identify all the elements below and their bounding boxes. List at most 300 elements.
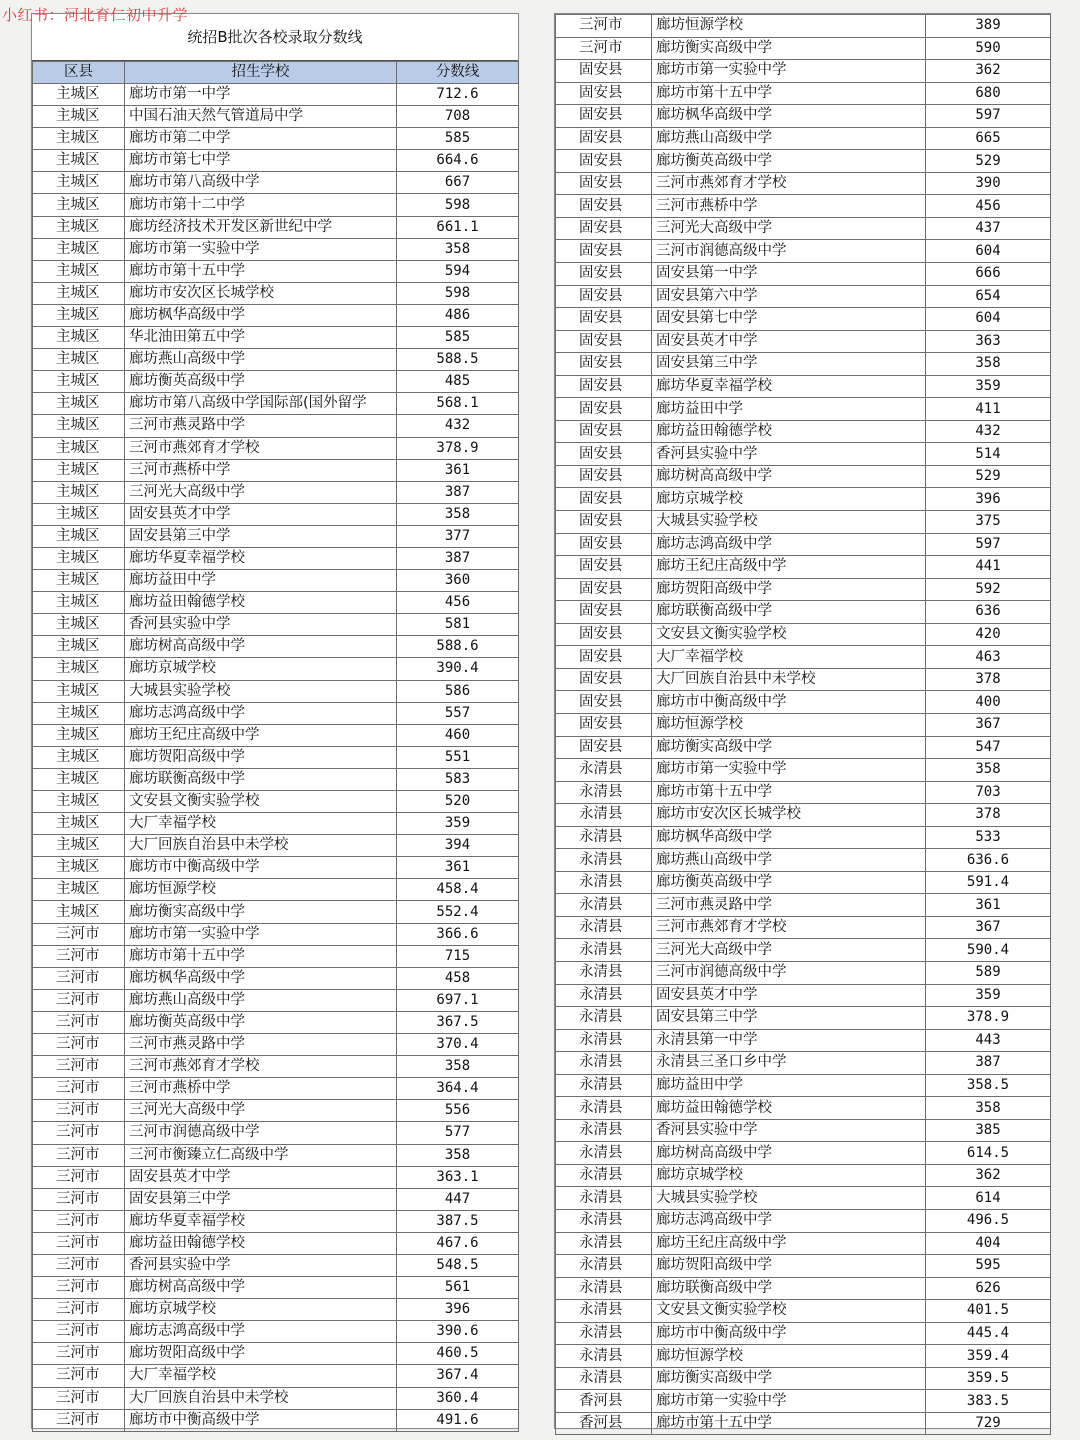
table-row (33, 1210, 519, 1232)
district-cell: 永清县 (556, 1007, 652, 1030)
table-row (556, 82, 1051, 105)
district-cell: 固安县 (556, 398, 652, 421)
table-row (33, 702, 519, 724)
district-cell: 永清县 (556, 1187, 652, 1210)
district-cell: 固安县 (556, 172, 652, 195)
table-row (33, 106, 519, 128)
school-cell: 三河市燕桥中学 (125, 459, 397, 481)
header-district: 区县 (33, 62, 125, 84)
table-row (33, 614, 519, 636)
score-cell: 362 (926, 1164, 1051, 1187)
district-cell: 固安县 (556, 127, 652, 150)
score-cell: 358.5 (926, 1074, 1051, 1097)
table-row (33, 1100, 519, 1122)
table-row (556, 488, 1051, 511)
score-cell: 590.4 (926, 939, 1051, 962)
score-cell: 387 (397, 481, 519, 503)
district-cell: 三河市 (33, 1166, 125, 1188)
table-row (556, 826, 1051, 849)
table-row (556, 1164, 1051, 1187)
school-cell: 廊坊益田翰德学校 (652, 1097, 926, 1120)
school-cell: 廊坊京城学校 (125, 658, 397, 680)
table-row (556, 420, 1051, 443)
district-cell: 三河市 (33, 1144, 125, 1166)
score-cell: 396 (397, 1299, 519, 1321)
score-cell: 533 (926, 826, 1051, 849)
score-cell: 592 (926, 578, 1051, 601)
district-cell: 香河县 (556, 1390, 652, 1413)
district-cell: 固安县 (556, 195, 652, 218)
district-cell: 永清县 (556, 1119, 652, 1142)
district-cell: 主城区 (33, 768, 125, 790)
table-row (33, 680, 519, 702)
score-cell: 378.9 (926, 1007, 1051, 1030)
school-cell: 廊坊枫华高级中学 (652, 826, 926, 849)
school-cell: 三河光大高级中学 (652, 217, 926, 240)
school-cell: 廊坊衡英高级中学 (125, 1011, 397, 1033)
school-cell: 固安县英才中学 (652, 984, 926, 1007)
score-cell: 661.1 (397, 216, 519, 238)
district-cell: 固安县 (556, 443, 652, 466)
table-row (33, 768, 519, 790)
table-row (33, 967, 519, 989)
school-cell: 廊坊市第十五中学 (125, 260, 397, 282)
district-cell: 三河市 (33, 1078, 125, 1100)
district-cell: 主城区 (33, 371, 125, 393)
score-cell: 360 (397, 570, 519, 592)
district-cell: 永清县 (556, 804, 652, 827)
table-row (556, 939, 1051, 962)
table-row (33, 282, 519, 304)
school-cell: 廊坊华夏幸福学校 (652, 375, 926, 398)
district-cell: 主城区 (33, 349, 125, 371)
table-row (33, 260, 519, 282)
school-cell: 固安县英才中学 (125, 1166, 397, 1188)
school-cell: 廊坊贺阳高级中学 (652, 578, 926, 601)
score-cell: 708 (397, 106, 519, 128)
school-cell: 廊坊市第十二中学 (125, 194, 397, 216)
school-cell: 三河光大高级中学 (125, 1100, 397, 1122)
district-cell: 三河市 (33, 967, 125, 989)
table-row (556, 691, 1051, 714)
table-row (556, 308, 1051, 331)
score-cell: 383.5 (926, 1390, 1051, 1413)
district-cell: 三河市 (33, 1277, 125, 1299)
table-row (556, 150, 1051, 173)
table-row (33, 1277, 519, 1299)
table-row (556, 623, 1051, 646)
score-cell: 556 (397, 1100, 519, 1122)
school-cell: 固安县第三中学 (652, 1007, 926, 1030)
table-row (556, 217, 1051, 240)
score-cell: 598 (397, 282, 519, 304)
district-cell: 固安县 (556, 556, 652, 579)
district-cell: 固安县 (556, 420, 652, 443)
table-body-left (33, 84, 519, 1432)
district-cell: 主城区 (33, 879, 125, 901)
table-row (556, 398, 1051, 421)
table-row (33, 1034, 519, 1056)
district-cell: 主城区 (33, 525, 125, 547)
district-cell: 主城区 (33, 84, 125, 106)
district-cell: 三河市 (33, 1321, 125, 1343)
score-cell: 590 (926, 37, 1051, 60)
school-cell: 廊坊恒源学校 (652, 1345, 926, 1368)
score-cell: 390 (926, 172, 1051, 195)
district-cell: 固安县 (556, 713, 652, 736)
school-cell: 三河市燕桥中学 (125, 1078, 397, 1100)
score-cell: 697.1 (397, 989, 519, 1011)
district-cell: 三河市 (33, 923, 125, 945)
table-row (556, 443, 1051, 466)
score-cell: 664.6 (397, 150, 519, 172)
score-cell: 394 (397, 835, 519, 857)
school-cell: 廊坊华夏幸福学校 (125, 547, 397, 569)
school-cell: 廊坊市第一实验中学 (652, 759, 926, 782)
school-cell: 大厂回族自治县中未学校 (652, 668, 926, 691)
table-row (33, 1321, 519, 1343)
score-cell: 585 (397, 327, 519, 349)
table-row (556, 105, 1051, 128)
table-row (33, 857, 519, 879)
school-cell: 廊坊市第一中学 (125, 84, 397, 106)
score-cell: 588.6 (397, 636, 519, 658)
school-cell: 大厂回族自治县中未学校 (125, 835, 397, 857)
table-body-right (556, 15, 1051, 1435)
score-cell: 420 (926, 623, 1051, 646)
table-row (33, 1078, 519, 1100)
district-cell: 三河市 (33, 1011, 125, 1033)
table-row (556, 15, 1051, 38)
table-row (33, 393, 519, 415)
table-row (33, 791, 519, 813)
score-cell: 401.5 (926, 1300, 1051, 1323)
table-row (556, 1187, 1051, 1210)
table-row (33, 525, 519, 547)
school-cell: 廊坊益田翰德学校 (125, 1232, 397, 1254)
score-cell: 529 (926, 465, 1051, 488)
district-cell: 永清县 (556, 759, 652, 782)
right-score-sheet (554, 13, 1051, 1432)
district-cell: 固安县 (556, 623, 652, 646)
district-cell: 固安县 (556, 150, 652, 173)
score-cell: 467.6 (397, 1232, 519, 1254)
table-row (556, 1277, 1051, 1300)
school-cell: 三河市衡臻立仁高级中学 (125, 1144, 397, 1166)
score-cell: 591.4 (926, 871, 1051, 894)
table-row (33, 1188, 519, 1210)
school-cell: 香河县实验中学 (652, 443, 926, 466)
score-cell: 715 (397, 945, 519, 967)
district-cell: 固安县 (556, 511, 652, 534)
table-row (556, 1142, 1051, 1165)
school-cell: 廊坊市第十五中学 (125, 945, 397, 967)
score-cell: 458 (397, 967, 519, 989)
score-cell: 387 (926, 1052, 1051, 1075)
table-row (33, 835, 519, 857)
score-cell: 359.5 (926, 1367, 1051, 1390)
school-cell: 固安县第七中学 (652, 308, 926, 331)
school-cell: 廊坊联衡高级中学 (652, 1277, 926, 1300)
table-row (556, 1322, 1051, 1345)
table-row (556, 1367, 1051, 1390)
table-row (33, 636, 519, 658)
score-cell: 361 (926, 894, 1051, 917)
school-cell: 廊坊益田中学 (652, 398, 926, 421)
school-cell: 三河光大高级中学 (125, 481, 397, 503)
school-cell: 三河市燕灵路中学 (652, 894, 926, 917)
district-cell: 主城区 (33, 547, 125, 569)
district-cell: 永清县 (556, 1074, 652, 1097)
district-cell: 主城区 (33, 194, 125, 216)
school-cell: 廊坊衡实高级中学 (652, 736, 926, 759)
district-cell: 固安县 (556, 308, 652, 331)
table-row (33, 327, 519, 349)
district-cell: 永清县 (556, 1300, 652, 1323)
table-row (33, 746, 519, 768)
district-cell: 主城区 (33, 437, 125, 459)
district-cell: 固安县 (556, 263, 652, 286)
district-cell: 三河市 (33, 1343, 125, 1365)
district-cell: 三河市 (556, 37, 652, 60)
score-cell: 358 (397, 238, 519, 260)
school-cell: 三河市燕郊育才学校 (125, 1056, 397, 1078)
score-cell: 667 (397, 172, 519, 194)
district-cell: 永清县 (556, 961, 652, 984)
table-row (33, 216, 519, 238)
table-row (556, 1119, 1051, 1142)
score-cell: 680 (926, 82, 1051, 105)
school-cell: 文安县文衡实验学校 (652, 623, 926, 646)
school-cell: 廊坊衡英高级中学 (125, 371, 397, 393)
school-cell: 廊坊市第十五中学 (652, 781, 926, 804)
school-cell: 廊坊树高高级中学 (652, 465, 926, 488)
score-cell: 548.5 (397, 1254, 519, 1276)
table-row (556, 601, 1051, 624)
school-cell: 文安县文衡实验学校 (125, 791, 397, 813)
school-cell: 廊坊贺阳高级中学 (652, 1255, 926, 1278)
school-cell: 廊坊树高高级中学 (125, 1277, 397, 1299)
school-cell: 廊坊燕山高级中学 (652, 127, 926, 150)
score-cell: 456 (926, 195, 1051, 218)
table-row (33, 724, 519, 746)
table-row (33, 304, 519, 326)
table-row (556, 511, 1051, 534)
score-cell: 486 (397, 304, 519, 326)
district-cell: 固安县 (556, 60, 652, 83)
table-row (556, 1074, 1051, 1097)
score-cell: 378 (926, 668, 1051, 691)
table-row (33, 813, 519, 835)
school-cell: 廊坊贺阳高级中学 (125, 746, 397, 768)
score-cell: 358 (926, 353, 1051, 376)
table-row (556, 1412, 1051, 1435)
table-row (556, 759, 1051, 782)
school-cell: 廊坊恒源学校 (125, 879, 397, 901)
school-cell: 廊坊市第一实验中学 (652, 60, 926, 83)
school-cell: 廊坊衡实高级中学 (652, 1367, 926, 1390)
district-cell: 固安县 (556, 217, 652, 240)
district-cell: 永清县 (556, 1097, 652, 1120)
school-cell: 廊坊树高高级中学 (125, 636, 397, 658)
district-cell: 主城区 (33, 658, 125, 680)
table-row (33, 437, 519, 459)
score-cell: 604 (926, 240, 1051, 263)
district-cell: 固安县 (556, 285, 652, 308)
school-cell: 香河县实验中学 (652, 1119, 926, 1142)
score-cell: 666 (926, 263, 1051, 286)
district-cell: 永清县 (556, 1277, 652, 1300)
school-cell: 廊坊市第十五中学 (652, 82, 926, 105)
school-cell: 香河县实验中学 (125, 1254, 397, 1276)
school-cell: 廊坊市第七中学 (125, 150, 397, 172)
table-row (33, 1343, 519, 1365)
table-row (33, 1254, 519, 1276)
score-cell: 460 (397, 724, 519, 746)
table-row (556, 894, 1051, 917)
district-cell: 三河市 (33, 1387, 125, 1409)
district-cell: 主城区 (33, 592, 125, 614)
school-cell: 廊坊树高高级中学 (652, 1142, 926, 1165)
district-cell: 固安县 (556, 601, 652, 624)
district-cell: 固安县 (556, 240, 652, 263)
school-cell: 廊坊益田翰德学校 (652, 420, 926, 443)
score-cell: 358 (397, 1056, 519, 1078)
district-cell: 固安县 (556, 668, 652, 691)
school-cell: 固安县第三中学 (652, 353, 926, 376)
score-cell: 378.9 (397, 437, 519, 459)
district-cell: 主城区 (33, 724, 125, 746)
school-cell: 三河市燕郊育才学校 (125, 437, 397, 459)
score-cell: 389 (926, 15, 1051, 38)
school-cell: 廊坊市中衡高级中学 (652, 691, 926, 714)
table-row (556, 1052, 1051, 1075)
table-row (556, 1255, 1051, 1278)
score-cell: 359.4 (926, 1345, 1051, 1368)
score-cell: 363 (926, 330, 1051, 353)
score-cell: 614 (926, 1187, 1051, 1210)
table-row (556, 556, 1051, 579)
school-cell: 固安县第一中学 (652, 263, 926, 286)
score-cell: 367.4 (397, 1365, 519, 1387)
school-cell: 大城县实验学校 (125, 680, 397, 702)
table-row (33, 1122, 519, 1144)
school-cell: 华北油田第五中学 (125, 327, 397, 349)
score-cell: 460.5 (397, 1343, 519, 1365)
school-cell: 廊坊益田中学 (125, 570, 397, 592)
score-cell: 378 (926, 804, 1051, 827)
district-cell: 三河市 (33, 1299, 125, 1321)
district-cell: 永清县 (556, 1052, 652, 1075)
school-cell: 廊坊衡实高级中学 (652, 37, 926, 60)
school-cell: 廊坊燕山高级中学 (125, 349, 397, 371)
school-cell: 廊坊市第一实验中学 (652, 1390, 926, 1413)
sheet-title: 统招B批次各校录取分数线 (32, 14, 518, 61)
district-cell: 主城区 (33, 857, 125, 879)
district-cell: 三河市 (33, 1409, 125, 1431)
table-row (556, 240, 1051, 263)
district-cell: 永清县 (556, 984, 652, 1007)
table-row (33, 371, 519, 393)
school-cell: 永清县三圣口乡中学 (652, 1052, 926, 1075)
school-cell: 大城县实验学校 (652, 511, 926, 534)
table-row (556, 1390, 1051, 1413)
score-cell: 589 (926, 961, 1051, 984)
table-row (556, 1097, 1051, 1120)
table-row (33, 1232, 519, 1254)
district-cell: 主城区 (33, 150, 125, 172)
score-cell: 375 (926, 511, 1051, 534)
score-cell: 445.4 (926, 1322, 1051, 1345)
score-cell: 387 (397, 547, 519, 569)
table-row (33, 415, 519, 437)
score-cell: 364.4 (397, 1078, 519, 1100)
school-cell: 三河市燕灵路中学 (125, 1034, 397, 1056)
header-school: 招生学校 (125, 62, 397, 84)
school-cell: 廊坊京城学校 (652, 488, 926, 511)
score-cell: 654 (926, 285, 1051, 308)
school-cell: 廊坊市第一实验中学 (125, 238, 397, 260)
school-cell: 廊坊燕山高级中学 (125, 989, 397, 1011)
school-cell: 廊坊志鸿高级中学 (652, 533, 926, 556)
table-row (33, 503, 519, 525)
score-cell: 598 (397, 194, 519, 216)
table-row (33, 1387, 519, 1409)
score-cell: 636 (926, 601, 1051, 624)
table-row (33, 923, 519, 945)
table-row (556, 172, 1051, 195)
table-row (556, 263, 1051, 286)
score-cell: 583 (397, 768, 519, 790)
table-row (33, 1299, 519, 1321)
score-cell: 581 (397, 614, 519, 636)
score-cell: 387.5 (397, 1210, 519, 1232)
score-cell: 370.4 (397, 1034, 519, 1056)
school-cell: 廊坊市中衡高级中学 (125, 857, 397, 879)
table-row (556, 849, 1051, 872)
score-cell: 552.4 (397, 901, 519, 923)
table-row (556, 127, 1051, 150)
table-row (556, 646, 1051, 669)
table-row (556, 1232, 1051, 1255)
table-row (33, 150, 519, 172)
district-cell: 永清县 (556, 1232, 652, 1255)
table-row (33, 547, 519, 569)
table-row (556, 984, 1051, 1007)
school-cell: 廊坊市安次区长城学校 (652, 804, 926, 827)
district-cell: 永清县 (556, 1367, 652, 1390)
school-cell: 廊坊市第十五中学 (652, 1412, 926, 1435)
school-cell: 廊坊市安次区长城学校 (125, 282, 397, 304)
score-cell: 594 (397, 260, 519, 282)
school-cell: 三河市润德高级中学 (652, 240, 926, 263)
score-cell: 432 (397, 415, 519, 437)
district-cell: 主城区 (33, 327, 125, 349)
school-cell: 廊坊市第一实验中学 (125, 923, 397, 945)
score-cell: 636.6 (926, 849, 1051, 872)
district-cell: 主城区 (33, 459, 125, 481)
table-row (556, 465, 1051, 488)
school-cell: 廊坊燕山高级中学 (652, 849, 926, 872)
score-cell: 463 (926, 646, 1051, 669)
table-row (556, 1029, 1051, 1052)
table-row (33, 879, 519, 901)
score-cell: 404 (926, 1232, 1051, 1255)
score-cell: 360.4 (397, 1387, 519, 1409)
score-table-right (555, 14, 1051, 1435)
district-cell: 主城区 (33, 216, 125, 238)
school-cell: 固安县英才中学 (125, 503, 397, 525)
